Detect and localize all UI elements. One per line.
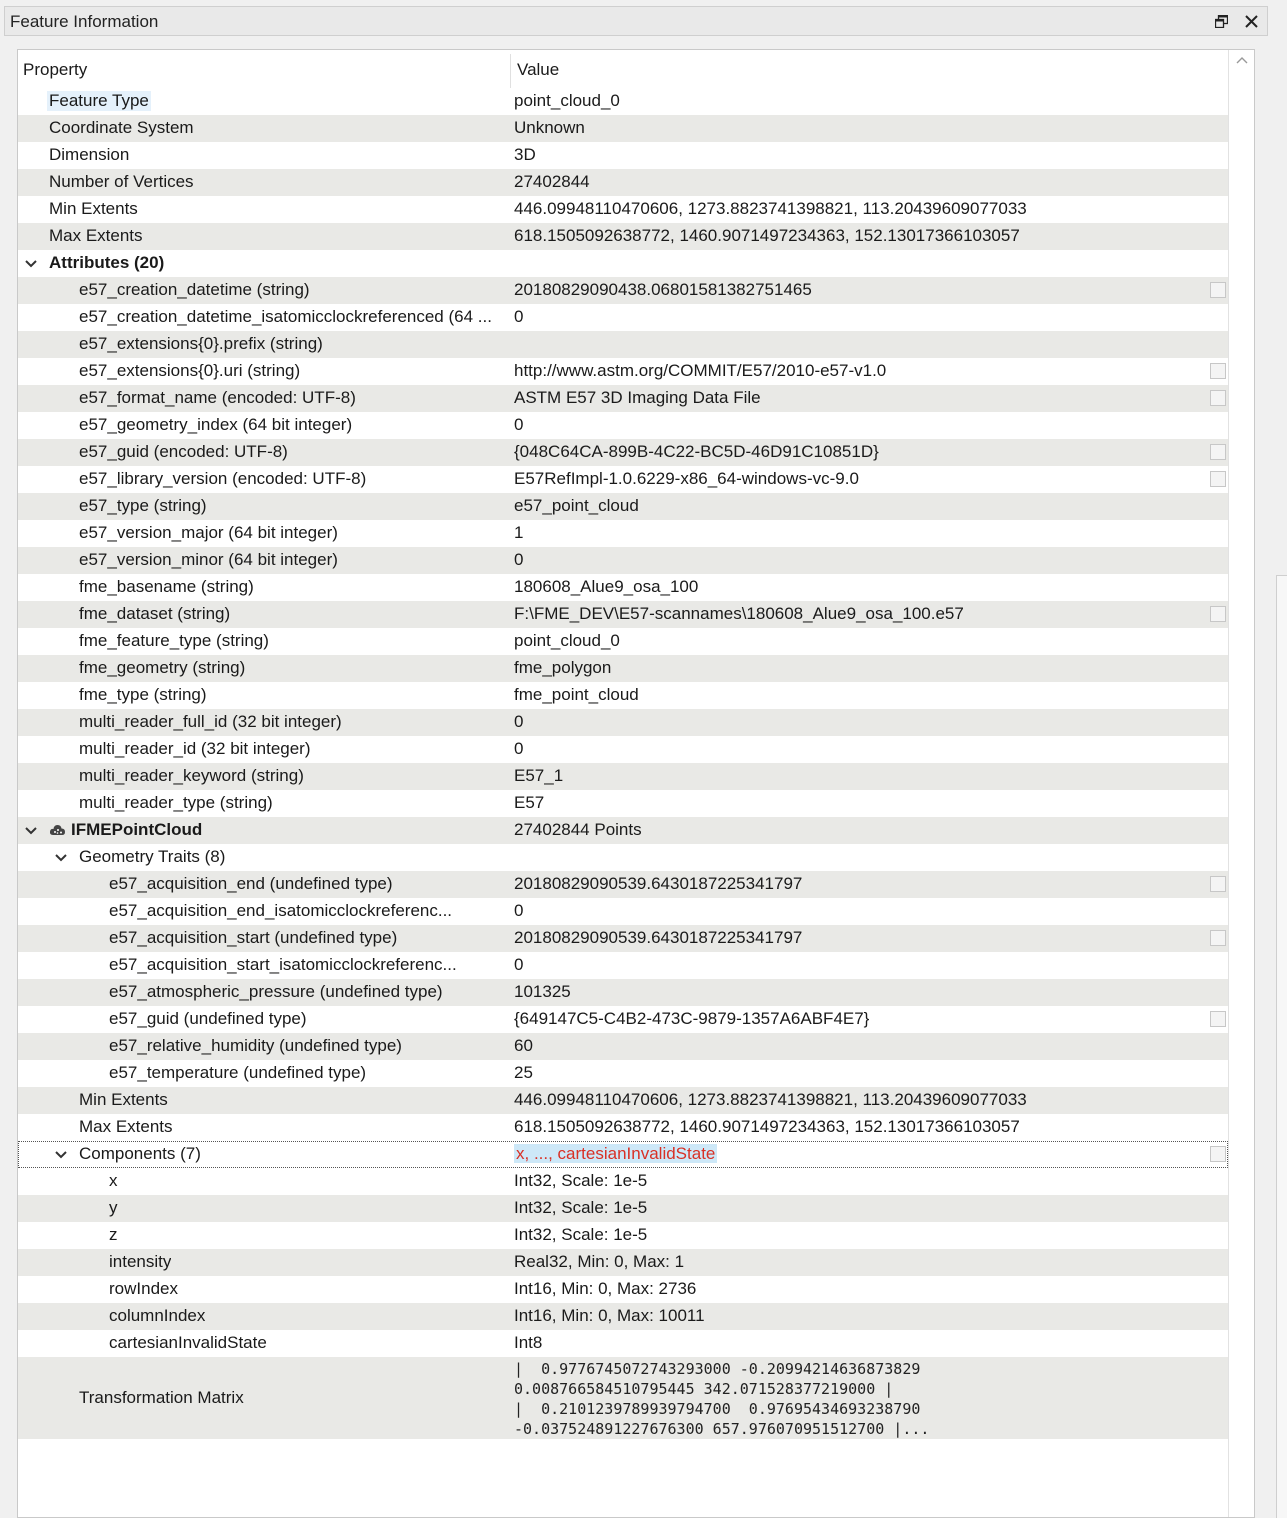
property-value: [514, 199, 1027, 219]
value-text: 0: [514, 550, 524, 569]
attribute-row[interactable]: [18, 601, 1228, 628]
value-text: 446.09948110470606, 1273.8823741398821, 113.20439609077033: [514, 1090, 1027, 1109]
attribute-row[interactable]: [18, 763, 1228, 790]
property-value: [514, 1171, 647, 1191]
value-text: F:\FME_DEV\E57-scannames\180608_Alue9_osa_100.e57: [514, 604, 964, 623]
attributes-group[interactable]: [18, 250, 1228, 277]
property-label: rowIndex: [109, 1279, 178, 1298]
value-text: fme_polygon: [514, 658, 612, 677]
trait-row[interactable]: [18, 1006, 1228, 1033]
attribute-row[interactable]: [18, 466, 1228, 493]
value-text: 101325: [514, 982, 571, 1001]
value-text: Int32, Scale: 1e-5: [514, 1198, 648, 1217]
general-row[interactable]: [18, 88, 1228, 115]
value-text: Int32, Scale: 1e-5: [514, 1225, 648, 1244]
property-label: e57_creation_datetime_isatomicclockreferenced (64 ...: [79, 307, 492, 326]
property-value: [514, 658, 611, 678]
property-label: fme_feature_type (string): [79, 631, 269, 650]
value-text: {649147C5-C4B2-473C-9879-1357A6ABF4E7}: [514, 1009, 870, 1028]
property-label: Max Extents: [49, 226, 143, 245]
property-value: [514, 712, 523, 732]
property-value: [514, 145, 536, 165]
property-value: [514, 523, 523, 543]
property-label: Feature Type: [49, 91, 149, 110]
property-label: e57_format_name (encoded: UTF-8): [79, 388, 356, 407]
property-value: [514, 577, 698, 597]
value-text: 25: [514, 1063, 533, 1082]
close-icon[interactable]: [1240, 10, 1262, 32]
property-value: [514, 901, 523, 921]
value-text: 0: [514, 307, 524, 326]
property-label: e57_extensions{0}.uri (string): [79, 361, 301, 380]
property-label: Coordinate System: [49, 118, 194, 137]
value-text: x, ..., cartesianInvalidState: [516, 1144, 716, 1163]
value-text: E57RefImpl-1.0.6229-x86_64-windows-vc-9.0: [514, 469, 859, 488]
table-header: [18, 50, 1228, 88]
attribute-row[interactable]: [18, 358, 1228, 385]
property-value: [514, 793, 544, 813]
attribute-row[interactable]: [18, 736, 1228, 763]
property-label: fme_basename (string): [79, 577, 254, 596]
value-text: 0: [514, 712, 524, 731]
property-label: Attributes (20): [49, 253, 165, 272]
property-label: Components (7): [79, 1144, 201, 1163]
property-label: e57_creation_datetime (string): [79, 280, 310, 299]
chevron-down-icon[interactable]: [53, 850, 69, 866]
property-label: columnIndex: [109, 1306, 206, 1325]
property-value: [514, 631, 620, 651]
property-label: e57_temperature (undefined type): [109, 1063, 367, 1082]
pc-min-extents-row[interactable]: [18, 1087, 1228, 1114]
value-text: 20180829090539.6430187225341797: [514, 928, 803, 947]
property-label: Min Extents: [49, 199, 138, 218]
property-value: [514, 1144, 717, 1164]
property-label: e57_version_minor (64 bit integer): [79, 550, 338, 569]
property-label: x: [109, 1171, 118, 1190]
property-value: [514, 469, 859, 489]
attribute-row[interactable]: [18, 682, 1228, 709]
attribute-row[interactable]: [18, 655, 1228, 682]
property-value: [514, 1279, 696, 1299]
component-row[interactable]: [18, 1195, 1228, 1222]
column-header-value[interactable]: Value: [517, 60, 560, 79]
value-text: 180608_Alue9_osa_100: [514, 577, 699, 596]
edit-checkbox[interactable]: [1210, 390, 1226, 406]
property-label: e57_version_major (64 bit integer): [79, 523, 338, 542]
value-text: Int32, Scale: 1e-5: [514, 1171, 648, 1190]
restore-window-icon[interactable]: [1210, 10, 1232, 32]
property-label: e57_geometry_index (64 bit integer): [79, 415, 353, 434]
property-label: intensity: [109, 1252, 172, 1271]
component-row[interactable]: [18, 1168, 1228, 1195]
property-value: [514, 739, 523, 759]
property-label: fme_dataset (string): [79, 604, 231, 623]
edit-checkbox[interactable]: [1210, 282, 1226, 298]
geometry-traits-group[interactable]: [18, 844, 1228, 871]
property-value: [514, 388, 761, 408]
property-value: [514, 1009, 869, 1029]
edit-checkbox[interactable]: [1210, 1011, 1226, 1027]
point-cloud-group[interactable]: [18, 817, 1228, 844]
attribute-row[interactable]: [18, 709, 1228, 736]
trait-row[interactable]: [18, 1033, 1228, 1060]
value-text: 0: [514, 415, 524, 434]
property-label: Min Extents: [79, 1090, 168, 1109]
component-row[interactable]: [18, 1276, 1228, 1303]
property-value: [514, 1306, 705, 1326]
general-row[interactable]: [18, 169, 1228, 196]
property-label: e57_extensions{0}.prefix (string): [79, 334, 323, 353]
property-label: e57_acquisition_end_isatomicclockreferenc...: [109, 901, 453, 920]
value-text: ASTM E57 3D Imaging Data File: [514, 388, 761, 407]
property-value: [514, 1252, 684, 1272]
value-text: 0: [514, 739, 524, 758]
property-label: e57_acquisition_start_isatomicclockreferenc...: [109, 955, 457, 974]
vertical-scrollbar[interactable]: [1228, 50, 1255, 1518]
value-text: Unknown: [514, 118, 585, 137]
property-value: [514, 1090, 1027, 1110]
property-value: [514, 766, 563, 786]
property-value: [514, 91, 620, 111]
value-text: 446.09948110470606, 1273.8823741398821, 113.20439609077033: [514, 199, 1027, 218]
property-label: e57_guid (encoded: UTF-8): [79, 442, 288, 461]
general-row[interactable]: [18, 196, 1228, 223]
value-text: 27402844 Points: [514, 820, 642, 839]
value-text: point_cloud_0: [514, 631, 620, 650]
property-label: z: [109, 1225, 118, 1244]
property-value: [514, 442, 879, 462]
property-value: [514, 1036, 533, 1056]
value-text: http://www.astm.org/COMMIT/E57/2010-e57-v1.0: [514, 361, 887, 380]
edit-checkbox[interactable]: [1210, 876, 1226, 892]
property-label: e57_acquisition_end (undefined type): [109, 874, 393, 893]
property-label: fme_type (string): [79, 685, 207, 704]
value-text: E57: [514, 793, 545, 812]
property-label: Dimension: [49, 145, 130, 164]
property-label: e57_atmospheric_pressure (undefined type): [109, 982, 443, 1001]
property-value: [514, 307, 523, 327]
value-text: E57_1: [514, 766, 564, 785]
component-row[interactable]: [18, 1222, 1228, 1249]
property-label: e57_library_version (encoded: UTF-8): [79, 469, 367, 488]
property-label: e57_type (string): [79, 496, 207, 515]
property-label: IFMEPointCloud: [71, 820, 203, 839]
pc-max-extents-row[interactable]: [18, 1114, 1228, 1141]
property-value: [514, 604, 964, 624]
property-value: [514, 1063, 533, 1083]
attribute-row[interactable]: [18, 628, 1228, 655]
column-header-property[interactable]: Property: [23, 60, 88, 79]
property-label: Geometry Traits (8): [79, 847, 226, 866]
value-text: 618.1505092638772, 1460.9071497234363, 152.13017366103057: [514, 1117, 1020, 1136]
property-value: [514, 280, 812, 300]
adjacent-panel-edge: [1276, 575, 1287, 1518]
attribute-row[interactable]: [18, 412, 1228, 439]
attribute-row[interactable]: [18, 547, 1228, 574]
property-label: y: [109, 1198, 118, 1217]
value-text: 60: [514, 1036, 533, 1055]
value-text: 20180829090438.0680158138275146​5: [514, 280, 812, 299]
value-text: e57_point_cloud: [514, 496, 639, 515]
trait-row[interactable]: [18, 925, 1228, 952]
property-value: [514, 820, 642, 840]
property-tree: [18, 88, 1228, 1439]
property-value: [514, 415, 523, 435]
chevron-down-icon[interactable]: [23, 256, 39, 272]
transformation-matrix-row[interactable]: [18, 1357, 1228, 1439]
trait-row[interactable]: [18, 979, 1228, 1006]
value-text: 0: [514, 955, 524, 974]
value-text: 0: [514, 901, 524, 920]
general-row[interactable]: [18, 223, 1228, 250]
property-value: [514, 1333, 542, 1353]
point-cloud-icon: [49, 822, 66, 838]
property-value: [514, 226, 1020, 246]
attribute-row[interactable]: [18, 277, 1228, 304]
property-value: [514, 1198, 647, 1218]
attribute-row[interactable]: [18, 304, 1228, 331]
trait-row[interactable]: [18, 952, 1228, 979]
edit-checkbox[interactable]: [1210, 444, 1226, 460]
property-label: e57_acquisition_start (undefined type): [109, 928, 398, 947]
trait-row[interactable]: [18, 1060, 1228, 1087]
value-text: 618.1505092638772, 1460.9071497234363, 152.13017366103057: [514, 226, 1020, 245]
value-text: Int16, Min: 0, Max: 10011: [514, 1306, 705, 1325]
title-bar: [4, 6, 1268, 36]
edit-checkbox[interactable]: [1210, 606, 1226, 622]
property-label: e57_guid (undefined type): [109, 1009, 307, 1028]
value-text: Real32, Min: 0, Max: 1: [514, 1252, 685, 1271]
property-value: [514, 1117, 1020, 1137]
component-row[interactable]: [18, 1303, 1228, 1330]
matrix-value: | 0.9776745072743293000 -0.20994214636873829 0.008766584510795445 342.071528377219000 | | 0.2101239789939794700 0.97695434693238790 -0.037524891227676300 657.976070951512700 |...: [514, 1360, 930, 1438]
attribute-row[interactable]: [18, 574, 1228, 601]
property-value: [514, 118, 585, 138]
attribute-row[interactable]: [18, 493, 1228, 520]
value-text: fme_point_cloud: [514, 685, 639, 704]
property-label: e57_relative_humidity (undefined type): [109, 1036, 402, 1055]
value-text: point_cloud_0: [514, 91, 620, 110]
property-value: [514, 361, 886, 381]
trait-row[interactable]: [18, 898, 1228, 925]
general-row[interactable]: [18, 115, 1228, 142]
property-label: multi_reader_full_id (32 bit integer): [79, 712, 342, 731]
value-text: 3D: [514, 145, 536, 164]
value-text: 20180829090539.6430187225341797: [514, 874, 803, 893]
chevron-down-icon[interactable]: [53, 1147, 69, 1163]
property-label: Transformation Matrix: [79, 1388, 244, 1407]
attribute-row[interactable]: [18, 790, 1228, 817]
property-label: multi_reader_type (string): [79, 793, 273, 812]
scroll-up-icon[interactable]: [1235, 54, 1249, 68]
property-value: [514, 928, 802, 948]
general-row[interactable]: [18, 142, 1228, 169]
component-row[interactable]: [18, 1330, 1228, 1357]
property-label: Max Extents: [79, 1117, 173, 1136]
edit-checkbox[interactable]: [1210, 930, 1226, 946]
attribute-row[interactable]: [18, 331, 1228, 358]
attribute-row[interactable]: [18, 385, 1228, 412]
property-label: fme_geometry (string): [79, 658, 246, 677]
edit-checkbox[interactable]: [1210, 363, 1226, 379]
column-divider[interactable]: [510, 54, 511, 88]
edit-checkbox[interactable]: [1210, 1146, 1226, 1162]
property-label: cartesianInvalidState: [109, 1333, 267, 1352]
value-text: 1: [514, 523, 524, 542]
property-value: [514, 955, 523, 975]
property-value: [514, 550, 523, 570]
trait-row[interactable]: [18, 871, 1228, 898]
property-label: multi_reader_id (32 bit integer): [79, 739, 311, 758]
property-value: [514, 1225, 647, 1245]
property-label: Number of Vertices: [49, 172, 194, 191]
value-text: Int16, Min: 0, Max: 2736: [514, 1279, 697, 1298]
property-label: multi_reader_keyword (string): [79, 766, 304, 785]
value-text: {048C64CA-899B-4C22-BC5D-46D91C10851D}: [514, 442, 879, 461]
window-title: Feature Information: [10, 12, 159, 31]
property-value: [514, 496, 639, 516]
chevron-down-icon[interactable]: [23, 823, 39, 839]
property-value: [514, 685, 639, 705]
components-group[interactable]: [18, 1141, 1228, 1168]
component-row[interactable]: [18, 1249, 1228, 1276]
value-text: Int8: [514, 1333, 543, 1352]
value-text: 27402844: [514, 172, 590, 191]
edit-checkbox[interactable]: [1210, 471, 1226, 487]
property-value: [514, 982, 571, 1002]
attribute-row[interactable]: [18, 520, 1228, 547]
property-value: [514, 172, 590, 192]
attribute-row[interactable]: [18, 439, 1228, 466]
feature-info-panel: [17, 49, 1255, 1518]
property-value: [514, 874, 802, 894]
